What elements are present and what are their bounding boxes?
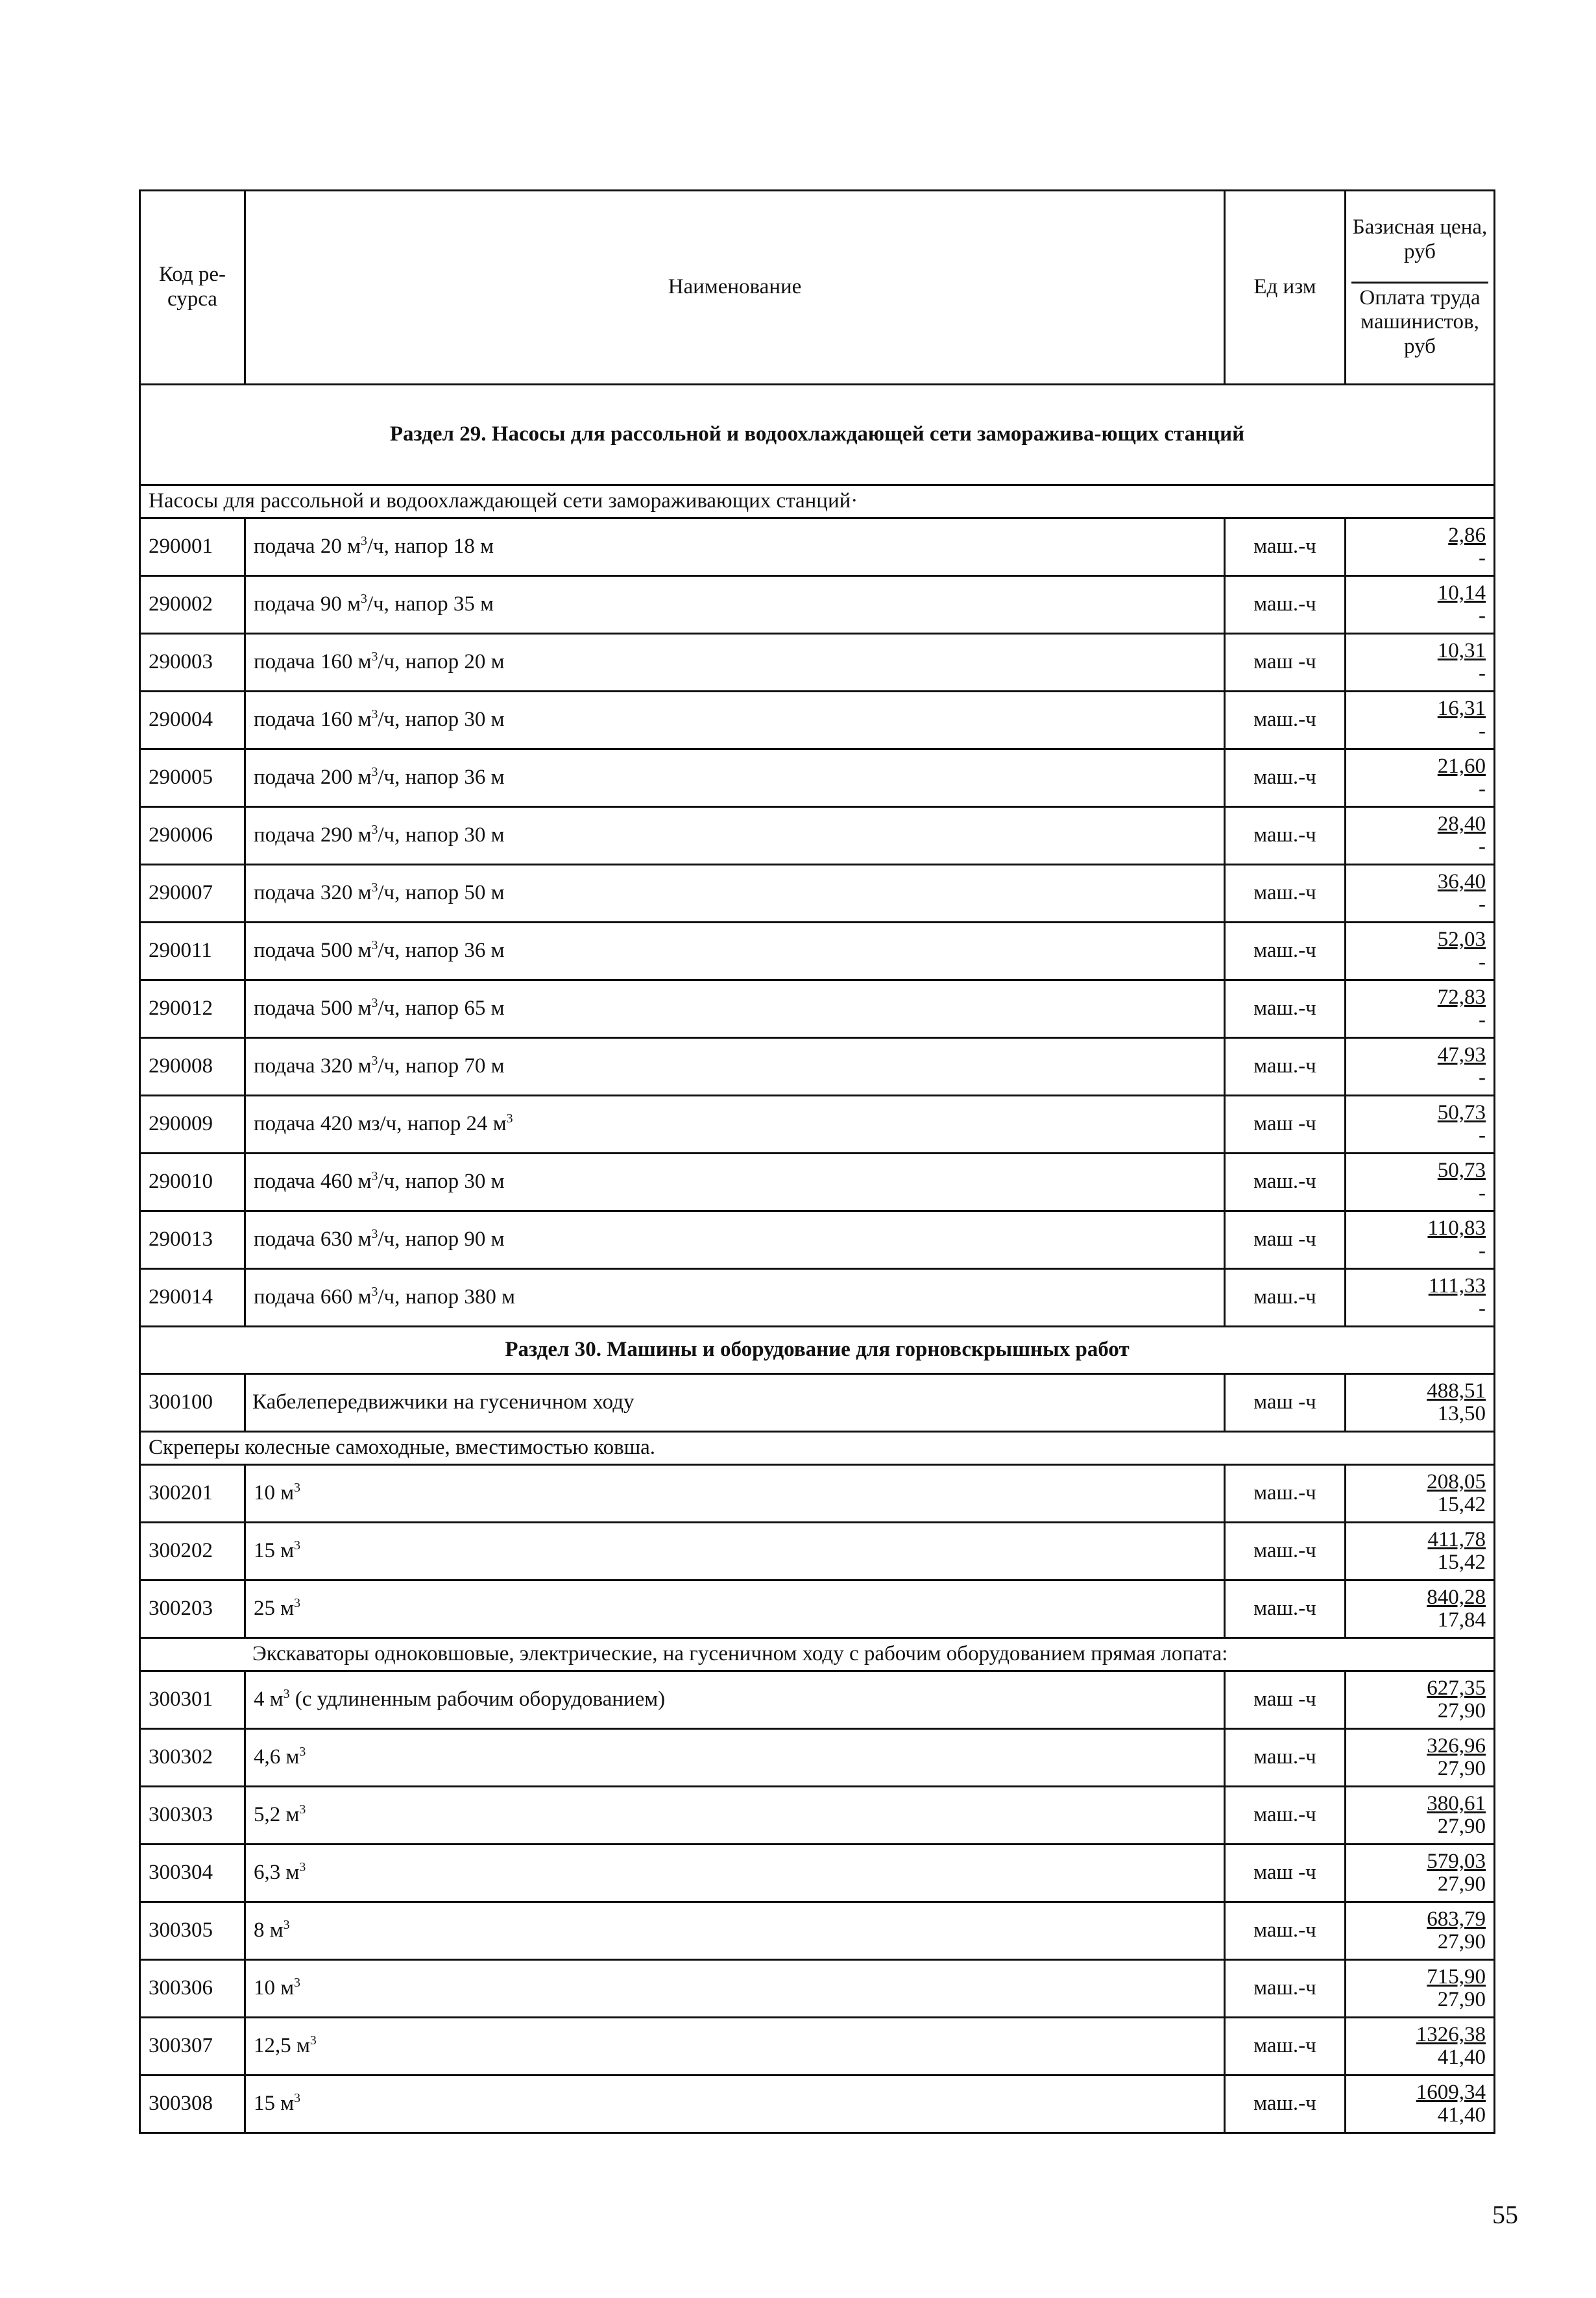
resource-name-main: подача 460 м — [254, 1170, 372, 1194]
resource-name-main: 15 м — [254, 1539, 295, 1563]
resource-name-main: подача 320 м — [254, 1054, 372, 1078]
price-table — [139, 189, 1495, 2134]
resource-name — [245, 1269, 1225, 1327]
unit-of-measure: маш.-ч — [1225, 1269, 1346, 1327]
price-cell — [1346, 1787, 1495, 1844]
operator-wage: 15,42 — [1437, 1493, 1486, 1516]
resource-code: 290007 — [140, 865, 245, 923]
resource-code: 300303 — [140, 1787, 245, 1844]
operator-wage: 27,90 — [1437, 1988, 1486, 2011]
price-cell — [1346, 634, 1495, 692]
resource-name-main: подача 500 м — [254, 997, 372, 1021]
resource-name-main: 4,6 м — [254, 1745, 300, 1769]
price-cell — [1346, 865, 1495, 923]
resource-code: 290013 — [140, 1211, 245, 1269]
unit-of-measure: маш -ч — [1225, 1374, 1346, 1432]
excavators-group-row — [140, 1638, 1495, 1671]
resource-name-main: 12,5 м — [254, 2034, 310, 2058]
resource-name — [245, 1096, 1225, 1154]
table-row — [140, 1096, 1495, 1154]
table-row — [140, 634, 1495, 692]
resource-name-rest: /ч, напор 30 м — [378, 823, 505, 847]
table-row — [140, 1269, 1495, 1327]
resource-name-main: подача 20 м — [254, 535, 361, 559]
resource-name-rest: /ч, напор 30 м — [378, 1170, 505, 1194]
price-cell — [1346, 749, 1495, 807]
price-cell — [1346, 1038, 1495, 1096]
resource-name — [245, 865, 1225, 923]
resource-code: 290002 — [140, 576, 245, 634]
operator-wage: - — [1479, 893, 1486, 916]
price-cell — [1346, 1960, 1495, 2018]
unit-of-measure: маш -ч — [1225, 1671, 1346, 1729]
table-header — [140, 191, 1495, 385]
resource-name-rest: /ч, напор 20 м — [378, 650, 505, 674]
resource-name-main: подача 160 м — [254, 650, 372, 674]
base-price: 840,28 — [1427, 1586, 1486, 1610]
operator-wage: 13,50 — [1437, 1402, 1486, 1425]
price-cell — [1346, 1096, 1495, 1154]
table-row — [140, 1902, 1495, 1960]
table-row — [140, 1465, 1495, 1523]
price-cell — [1346, 923, 1495, 980]
operator-wage: - — [1479, 1124, 1486, 1147]
unit-of-measure: маш.-ч — [1225, 1523, 1346, 1580]
resource-name-main: 10 м — [254, 1481, 295, 1505]
unit-of-measure: маш.-ч — [1225, 1154, 1346, 1211]
price-cell — [1346, 1465, 1495, 1523]
cubic-superscript: 3 — [294, 1976, 301, 1990]
base-price: 52,03 — [1437, 928, 1486, 952]
operator-wage: 27,90 — [1437, 1872, 1486, 1896]
resource-code: 300305 — [140, 1902, 245, 1960]
cubic-superscript: 3 — [371, 765, 378, 780]
resource-name-rest: /ч, напор 65 м — [378, 997, 505, 1021]
resource-name-rest: /ч, напор 36 м — [378, 939, 505, 963]
table-row — [140, 1729, 1495, 1787]
price-cell — [1346, 2075, 1495, 2133]
resource-name-main: 10 м — [254, 1976, 295, 2000]
base-price: 36,40 — [1437, 870, 1486, 894]
unit-of-measure: маш.-ч — [1225, 692, 1346, 749]
price-cell — [1346, 518, 1495, 576]
price-cell — [1346, 692, 1495, 749]
price-cell — [1346, 1902, 1495, 1960]
price-cell — [1346, 576, 1495, 634]
resource-code: 290012 — [140, 980, 245, 1038]
operator-wage: - — [1479, 1239, 1486, 1263]
cubic-superscript: 3 — [299, 1802, 306, 1817]
base-price: 411,78 — [1427, 1528, 1486, 1552]
resource-code: 290010 — [140, 1154, 245, 1211]
base-price: 21,60 — [1437, 755, 1486, 779]
cubic-superscript: 3 — [371, 823, 378, 838]
unit-of-measure: маш.-ч — [1225, 1465, 1346, 1523]
cubic-superscript: 3 — [371, 1169, 378, 1184]
table-row — [140, 1154, 1495, 1211]
operator-wage: - — [1479, 1181, 1486, 1205]
resource-name-rest: /ч, напор 36 м — [378, 766, 505, 790]
resource-name — [245, 1211, 1225, 1269]
base-price: 627,35 — [1427, 1676, 1486, 1700]
resource-code: 290006 — [140, 807, 245, 865]
table-row — [140, 1960, 1495, 2018]
table-row — [140, 865, 1495, 923]
operator-wage: 27,90 — [1437, 1815, 1486, 1838]
header-price-base: Базисная цена, руб — [1352, 215, 1488, 263]
unit-of-measure: маш -ч — [1225, 1211, 1346, 1269]
resource-code: 300307 — [140, 2018, 245, 2075]
resource-code: 290001 — [140, 518, 245, 576]
cubic-superscript: 3 — [283, 1687, 290, 1702]
price-cell — [1346, 1211, 1495, 1269]
resource-name — [245, 807, 1225, 865]
table-row — [140, 576, 1495, 634]
resource-name-main: 4 м — [254, 1687, 284, 1711]
header-unit: Ед изм — [1225, 191, 1346, 385]
resource-name-main: 15 м — [254, 2092, 295, 2116]
resource-code: 290009 — [140, 1096, 245, 1154]
base-price: 16,31 — [1437, 697, 1486, 721]
resource-code: 300304 — [140, 1844, 245, 1902]
base-price: 2,86 — [1448, 524, 1486, 548]
resource-name-main: подача 420 мз/ч, напор 24 м — [254, 1112, 507, 1136]
resource-code: 300100 — [140, 1374, 245, 1432]
resource-name-main: подача 200 м — [254, 766, 372, 790]
resource-name-main: подача 320 м — [254, 881, 372, 905]
base-price: 110,83 — [1427, 1216, 1486, 1240]
operator-wage: - — [1479, 604, 1486, 627]
unit-of-measure: маш.-ч — [1225, 518, 1346, 576]
unit-of-measure: маш.-ч — [1225, 1960, 1346, 2018]
price-cell — [1346, 1844, 1495, 1902]
base-price: 326,96 — [1427, 1734, 1486, 1758]
resource-code: 300202 — [140, 1523, 245, 1580]
resource-name-rest: /ч, напор 30 м — [378, 708, 505, 732]
resource-name-main: подача 160 м — [254, 708, 372, 732]
resource-name-main: подача 290 м — [254, 823, 372, 847]
table-row — [140, 1787, 1495, 1844]
base-price: 47,93 — [1437, 1043, 1486, 1067]
resource-name — [245, 1787, 1225, 1844]
cubic-superscript: 3 — [371, 938, 378, 953]
resource-name-rest: /ч, напор 50 м — [378, 881, 505, 905]
table-row — [140, 1844, 1495, 1902]
cubic-superscript: 3 — [294, 1596, 301, 1611]
cubic-superscript: 3 — [360, 534, 367, 549]
resource-name — [245, 980, 1225, 1038]
section-30-title: Раздел 30. Машины и оборудование для горновскрышных работ — [140, 1327, 1495, 1374]
unit-of-measure: маш.-ч — [1225, 749, 1346, 807]
resource-name — [245, 576, 1225, 634]
table-row — [140, 980, 1495, 1038]
resource-code: 290008 — [140, 1038, 245, 1096]
resource-name — [245, 1960, 1225, 2018]
operator-wage: - — [1479, 777, 1486, 801]
unit-of-measure: маш -ч — [1225, 634, 1346, 692]
header-price-wage: Оплата труда машинистов, руб — [1351, 282, 1488, 360]
resource-name: Кабелепередвижчики на гусеничном ходу — [245, 1374, 1225, 1432]
operator-wage: 41,40 — [1437, 2046, 1486, 2069]
table-row — [140, 518, 1495, 576]
price-cell — [1346, 1154, 1495, 1211]
resource-code: 290011 — [140, 923, 245, 980]
cubic-superscript: 3 — [506, 1111, 513, 1126]
resource-name-rest: /ч, напор 90 м — [378, 1228, 505, 1252]
unit-of-measure: маш.-ч — [1225, 1787, 1346, 1844]
unit-of-measure: маш -ч — [1225, 1844, 1346, 1902]
operator-wage: 27,90 — [1437, 1930, 1486, 1953]
resource-name-main: 25 м — [254, 1597, 295, 1621]
base-price: 10,31 — [1437, 639, 1486, 663]
resource-code: 300308 — [140, 2075, 245, 2133]
resource-name-main: 6,3 м — [254, 1861, 300, 1885]
section-29-group: Насосы для рассольной и водоохлаждающей сети замораживающих станций· — [140, 485, 1495, 518]
unit-of-measure: маш.-ч — [1225, 923, 1346, 980]
cubic-superscript: 3 — [371, 996, 378, 1011]
table-row — [140, 1038, 1495, 1096]
resource-name-rest: /ч, напор 35 м — [367, 592, 494, 616]
header-price — [1346, 191, 1495, 385]
cubic-superscript: 3 — [309, 2033, 317, 2048]
base-price: 380,61 — [1427, 1792, 1486, 1816]
price-cell — [1346, 2018, 1495, 2075]
resource-name-main: 8 м — [254, 1918, 284, 1942]
cubic-superscript: 3 — [371, 1285, 378, 1300]
scrapers-group-row — [140, 1432, 1495, 1465]
operator-wage: - — [1479, 1297, 1486, 1320]
resource-name-rest: /ч, напор 70 м — [378, 1054, 505, 1078]
header-code: Код ре-сурса — [140, 191, 245, 385]
section-29-title-row — [140, 385, 1495, 485]
cubic-superscript: 3 — [371, 1054, 378, 1069]
base-price: 50,73 — [1437, 1159, 1486, 1183]
resource-name — [245, 749, 1225, 807]
cubic-superscript: 3 — [294, 1481, 301, 1495]
table-row — [140, 1211, 1495, 1269]
unit-of-measure: маш.-ч — [1225, 1729, 1346, 1787]
price-cell — [1346, 1671, 1495, 1729]
table-row — [140, 2075, 1495, 2133]
header-name: Наименование — [245, 191, 1225, 385]
resource-code: 300302 — [140, 1729, 245, 1787]
resource-name — [245, 1154, 1225, 1211]
operator-wage: - — [1479, 720, 1486, 743]
resource-name-rest: /ч, напор 18 м — [367, 535, 494, 559]
unit-of-measure: маш.-ч — [1225, 2075, 1346, 2133]
base-price: 50,73 — [1437, 1101, 1486, 1125]
resource-code: 290004 — [140, 692, 245, 749]
base-price: 1326,38 — [1416, 2023, 1486, 2047]
resource-name — [245, 2018, 1225, 2075]
excavators-group: Экскаваторы одноковшовые, электрические, на гусеничном ходу с рабочим оборудованием прямая лопата: — [140, 1638, 1495, 1671]
unit-of-measure: маш.-ч — [1225, 865, 1346, 923]
resource-code: 300203 — [140, 1580, 245, 1638]
table-row — [140, 692, 1495, 749]
cubic-superscript: 3 — [294, 1538, 301, 1553]
section-30-title-row — [140, 1327, 1495, 1374]
resource-name — [245, 692, 1225, 749]
operator-wage: - — [1479, 1066, 1486, 1089]
table-row — [140, 807, 1495, 865]
resource-name-main: подача 660 м — [254, 1285, 372, 1309]
unit-of-measure: маш.-ч — [1225, 1580, 1346, 1638]
resource-name-rest: (с удлиненным рабочим оборудованием) — [289, 1687, 666, 1711]
resource-name — [245, 1523, 1225, 1580]
table-row — [140, 1671, 1495, 1729]
operator-wage: - — [1479, 950, 1486, 974]
operator-wage: - — [1479, 835, 1486, 858]
unit-of-measure: маш.-ч — [1225, 576, 1346, 634]
operator-wage: 17,84 — [1437, 1608, 1486, 1632]
section-29-group-row — [140, 485, 1495, 518]
table-row — [140, 923, 1495, 980]
price-cell — [1346, 1374, 1495, 1432]
operator-wage: - — [1479, 1008, 1486, 1032]
cubic-superscript: 3 — [371, 649, 378, 664]
cubic-superscript: 3 — [294, 2091, 301, 2106]
scrapers-group: Скреперы колесные самоходные, вместимостью ковша. — [140, 1432, 1495, 1465]
resource-code: 300301 — [140, 1671, 245, 1729]
resource-code: 300201 — [140, 1465, 245, 1523]
cubic-superscript: 3 — [371, 1227, 378, 1242]
resource-name — [245, 518, 1225, 576]
price-cell — [1346, 1523, 1495, 1580]
base-price: 10,14 — [1437, 581, 1486, 605]
resource-name — [245, 923, 1225, 980]
table-row — [140, 1580, 1495, 1638]
resource-name — [245, 1729, 1225, 1787]
table-row — [140, 1523, 1495, 1580]
unit-of-measure: маш.-ч — [1225, 1038, 1346, 1096]
cubic-superscript: 3 — [299, 1745, 306, 1760]
price-cell — [1346, 1580, 1495, 1638]
resource-name-main: 5,2 м — [254, 1803, 300, 1827]
cubic-superscript: 3 — [371, 880, 378, 895]
base-price: 111,33 — [1428, 1274, 1486, 1298]
base-price: 488,51 — [1427, 1379, 1486, 1403]
base-price: 72,83 — [1437, 986, 1486, 1010]
unit-of-measure: маш -ч — [1225, 1096, 1346, 1154]
cubic-superscript: 3 — [283, 1918, 290, 1933]
resource-name — [245, 1580, 1225, 1638]
base-price: 579,03 — [1427, 1850, 1486, 1874]
operator-wage: - — [1479, 546, 1486, 570]
resource-name — [245, 634, 1225, 692]
operator-wage: 27,90 — [1437, 1757, 1486, 1780]
resource-code: 290003 — [140, 634, 245, 692]
page-number: 55 — [1492, 2200, 1518, 2229]
base-price: 1609,34 — [1416, 2081, 1486, 2105]
base-price: 683,79 — [1427, 1907, 1486, 1931]
resource-name-main: подача 500 м — [254, 939, 372, 963]
resource-name — [245, 1671, 1225, 1729]
section-29-title: Раздел 29. Насосы для рассольной и водоохлаждающей сети заморажива-ющих станций — [140, 385, 1495, 485]
resource-name-main: подача 90 м — [254, 592, 361, 616]
operator-wage: - — [1479, 662, 1486, 685]
resource-code: 300306 — [140, 1960, 245, 2018]
resource-name — [245, 1844, 1225, 1902]
base-price: 208,05 — [1427, 1470, 1486, 1494]
unit-of-measure: маш.-ч — [1225, 2018, 1346, 2075]
resource-name — [245, 1902, 1225, 1960]
cubic-superscript: 3 — [299, 1860, 306, 1875]
base-price: 28,40 — [1437, 812, 1486, 836]
resource-code: 290014 — [140, 1269, 245, 1327]
unit-of-measure: маш.-ч — [1225, 807, 1346, 865]
table-row — [140, 2018, 1495, 2075]
resource-name — [245, 2075, 1225, 2133]
unit-of-measure: маш.-ч — [1225, 980, 1346, 1038]
resource-name-main: подача 630 м — [254, 1228, 372, 1252]
operator-wage: 15,42 — [1437, 1551, 1486, 1574]
table-row — [140, 749, 1495, 807]
cubic-superscript: 3 — [360, 592, 367, 607]
base-price: 715,90 — [1427, 1965, 1486, 1989]
price-cell — [1346, 1729, 1495, 1787]
resource-name — [245, 1465, 1225, 1523]
resource-name — [245, 1038, 1225, 1096]
price-cell — [1346, 807, 1495, 865]
cubic-superscript: 3 — [371, 707, 378, 722]
price-cell — [1346, 1269, 1495, 1327]
resource-code: 290005 — [140, 749, 245, 807]
unit-of-measure: маш.-ч — [1225, 1902, 1346, 1960]
price-cell — [1346, 980, 1495, 1038]
operator-wage: 41,40 — [1437, 2103, 1486, 2127]
resource-name-rest: /ч, напор 380 м — [378, 1285, 516, 1309]
table-row — [140, 1374, 1495, 1432]
operator-wage: 27,90 — [1437, 1699, 1486, 1723]
